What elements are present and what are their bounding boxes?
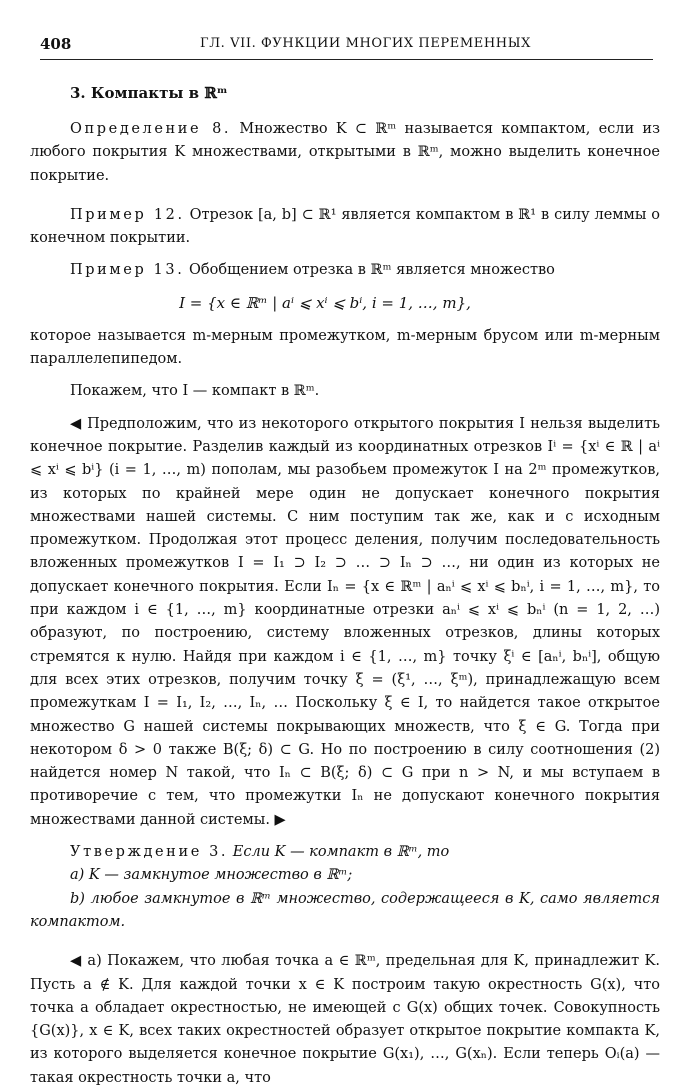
statement-3-text: Если K — компакт в ℝᵐ, то (232, 844, 450, 861)
example-12 (30, 204, 660, 251)
page-number: 408 (40, 35, 72, 53)
proof-1: ◀ Предположим, что из некоторого открытого покрытия I нельзя выделить конечное покрытие. Разделив каждый из координатных отрезков Iⁱ = {xⁱ ∈ ℝ | aⁱ ⩽ xⁱ ⩽ bⁱ} (i = 1, …, m) пополам, мы разобьем промежуток I на 2ᵐ промежутков, из которых по крайней мере один не допускает конечного покрытия множествами нашей системы. С ним поступим так же, как и с исходным промежутком. Продолжая этот процесс деления, получим последовательность вложенных промежутков I = I₁ ⊃ I₂ ⊃ … ⊃ Iₙ ⊃ …, ни один из которых не допускает конечного покрытия. Если Iₙ = {x ∈ ℝᵐ | aₙⁱ ⩽ xⁱ ⩽ bₙⁱ, i = 1, …, m}, то при каждом i ∈ {1, …, m} координатные отрезки aₙⁱ ⩽ xⁱ ⩽ bₙⁱ (n = 1, 2, …) образуют, по построению, систему вложенных отрезков, длины которых стремятся к нулю. Найдя при каждом i ∈ {1, …, m} точку ξⁱ ∈ [aₙⁱ, bₙⁱ], общую для всех этих отрезков, получим точку ξ = (ξ¹, …, ξᵐ), принадлежащую всем промежуткам I = I₁, I₂, …, Iₙ, … Поскольку ξ ∈ I, то найдется такое открытое множество G нашей системы покрывающих множеств, что ξ ∈ G. Тогда при некотором δ > 0 также B(ξ; δ) ⊂ G. Но по построению в силу соотношения (2) найдется номер N такой, что Iₙ ⊂ B(ξ; δ) ⊂ G при n > N, и мы вступаем в противоречие с тем, что промежутки Iₙ не допускают конечного покрытия множествами данной системы. ▶ (30, 415, 660, 828)
running-header (40, 35, 655, 55)
definition-8-label: Определение 8. (70, 121, 232, 137)
example-13-text: Обобщением отрезка в ℝᵐ является множество (189, 262, 555, 279)
claim-line: Покажем, что I — компакт в ℝᵐ. (70, 383, 320, 400)
statement-3-item-a: a) K — замкнутое множество в ℝᵐ; (70, 867, 353, 884)
statement-3-item-b: b) любое замкнутое в ℝᵐ множество, содержащееся в K, само является компактом. (30, 890, 660, 930)
interval-formula: I = {x ∈ ℝᵐ | aⁱ ⩽ xⁱ ⩽ bⁱ, i = 1, …, m}, (179, 293, 471, 312)
definition-8 (30, 118, 660, 188)
example-13-label: Пример 13. (70, 262, 185, 279)
statement-3 (30, 841, 660, 864)
example-12-label: Пример 12. (70, 206, 185, 223)
section-title: 3. Компакты в ℝᵐ (70, 84, 228, 102)
example-13-continuation: которое называется m-мерным промежутком, m-мерным брусом или m-мерным параллелепипедом. (30, 327, 660, 368)
definition-8-text: Множество K ⊂ ℝᵐ называется компактом, если из любого покрытия K множествами, открытыми в ℝᵐ, можно выделить конечное покрытие. (30, 121, 660, 184)
example-13 (30, 259, 660, 282)
example-12-text: Отрезок [a, b] ⊂ ℝ¹ является компактом в ℝ¹ в силу леммы о конечном покрытии. (30, 206, 661, 247)
proof-2: ◀ a) Покажем, что любая точка a ∈ ℝᵐ, предельная для K, принадлежит K. Пусть a ∉ K. Для каждой точки x ∈ K построим такую окрестность G(x), что точка a обладает окрестностью, не имеющей с G(x) общих точек. Совокупность {G(x)}, x ∈ K, всех таких окрестностей образует открытое покрытие компакта K, из которого выделяется конечное покрытие G(x₁), …, G(xₙ). Если теперь Oᵢ(a) — такая окрестность точки a, что (30, 953, 660, 1086)
header-rule (40, 59, 653, 60)
running-title: ГЛ. VII. ФУНКЦИИ МНОГИХ ПЕРЕМЕННЫХ (200, 36, 531, 51)
page-content (30, 72, 661, 1090)
statement-3-label: Утверждение 3. (70, 844, 229, 861)
